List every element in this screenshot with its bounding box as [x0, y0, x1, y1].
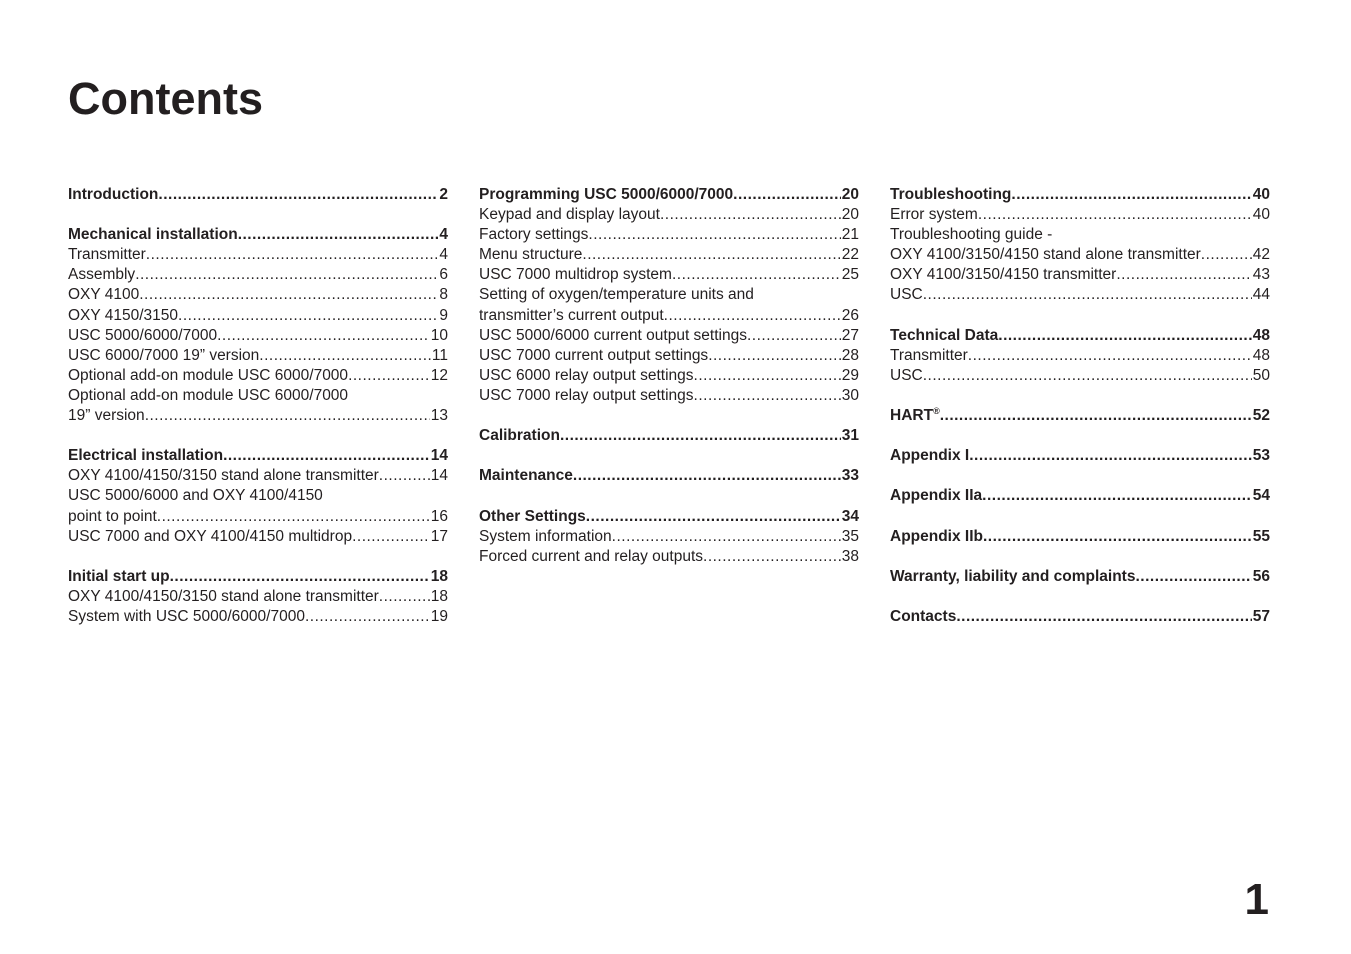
dot-leader	[968, 346, 1252, 366]
toc-entry-label: USC	[890, 366, 923, 384]
toc-entry-label: USC 7000 relay output settings	[479, 386, 694, 404]
toc-entry-label: OXY 4150/3150	[68, 306, 179, 324]
toc-entry	[890, 225, 1270, 245]
toc-entry	[68, 486, 448, 506]
toc-page-number: 56	[1252, 567, 1270, 585]
toc-section-heading[interactable]	[68, 567, 448, 587]
dot-leader	[708, 346, 841, 366]
toc-section-heading[interactable]	[890, 527, 1270, 547]
toc-page-number: 29	[841, 366, 859, 384]
toc-entry[interactable]	[68, 346, 448, 366]
toc-entry-label: Troubleshooting	[890, 186, 1012, 203]
toc-entry-label: point to point	[68, 507, 157, 525]
toc-entry-label: Optional add-on module USC 6000/7000	[68, 366, 349, 384]
dot-leader	[694, 386, 841, 406]
toc-page-number: 35	[841, 527, 859, 545]
toc-page-number: 26	[841, 306, 859, 324]
toc-section-heading[interactable]	[890, 326, 1270, 346]
toc-entry-label: USC 6000 relay output settings	[479, 366, 694, 384]
dot-leader	[612, 527, 841, 547]
toc-entry[interactable]	[68, 306, 448, 326]
dot-leader	[1201, 245, 1252, 265]
dot-leader	[157, 507, 430, 527]
dot-leader	[664, 306, 841, 326]
dot-leader	[146, 245, 439, 265]
toc-entry-label: Assembly	[68, 266, 136, 284]
dot-leader	[923, 285, 1252, 305]
page-title: Contents	[68, 73, 263, 124]
page-number: 1	[1244, 875, 1269, 924]
toc-section-heading[interactable]	[479, 185, 859, 205]
toc-entry[interactable]	[479, 306, 859, 326]
toc-page-number: 11	[431, 346, 448, 364]
toc-entry[interactable]	[68, 527, 448, 547]
toc-page-number: 48	[1252, 346, 1270, 364]
toc-page-number: 18	[430, 587, 448, 605]
toc-entry-label: USC 5000/6000 and OXY 4100/4150	[68, 487, 323, 505]
toc-entry[interactable]	[68, 466, 448, 486]
toc-page-number: 6	[439, 266, 448, 284]
toc-section-heading[interactable]	[890, 486, 1270, 506]
toc-entry-label: transmitter’s current output	[479, 306, 664, 324]
toc-entry-label: USC 5000/6000 current output settings	[479, 326, 747, 344]
toc-entry[interactable]	[890, 346, 1270, 366]
dot-leader	[747, 326, 841, 346]
dot-leader	[217, 326, 430, 346]
toc-entry-label: System with USC 5000/6000/7000	[68, 607, 305, 625]
toc-page-number: 20	[841, 206, 859, 224]
toc-entry-label: Optional add-on module USC 6000/7000	[68, 386, 349, 404]
toc-entry[interactable]	[68, 607, 448, 627]
toc-entry[interactable]	[890, 285, 1270, 305]
toc-section-heading[interactable]	[890, 446, 1270, 466]
toc-page-number: 42	[1252, 246, 1270, 264]
toc-entry-label: Factory settings	[479, 226, 589, 244]
toc-section-heading[interactable]	[890, 567, 1270, 587]
dot-leader	[923, 366, 1252, 386]
toc-entry-label: Calibration	[479, 427, 560, 445]
toc-entry-label: Maintenance	[479, 467, 573, 485]
toc-page-number: 14	[430, 467, 448, 485]
toc-section-heading[interactable]	[890, 406, 1270, 426]
dot-leader	[660, 205, 841, 225]
toc-page-number: 48	[1252, 326, 1270, 344]
toc-page-number: 38	[841, 547, 859, 565]
toc-entry[interactable]	[68, 326, 448, 346]
toc-page-number: 33	[841, 467, 859, 485]
toc-page-number: 43	[1252, 266, 1270, 284]
dot-leader	[1011, 185, 1251, 205]
toc-entry[interactable]	[68, 245, 448, 265]
toc-section-heading[interactable]	[479, 466, 859, 486]
toc-entry-label: Contacts	[890, 607, 957, 625]
toc-column	[479, 185, 859, 567]
toc-page-number: 57	[1252, 607, 1270, 625]
dot-leader	[259, 346, 431, 366]
toc-page-number: 28	[841, 346, 859, 364]
toc-entry-label: Appendix IIa	[890, 487, 983, 505]
toc-entry-label: OXY 4100/3150/4150 transmitter	[890, 266, 1117, 284]
toc-entry-label: Forced current and relay outputs	[479, 547, 704, 565]
toc-entry[interactable]	[479, 346, 859, 366]
toc-section-heading[interactable]	[68, 446, 448, 466]
toc-page-number: 40	[1252, 206, 1270, 224]
dot-leader	[139, 285, 438, 305]
toc-entry[interactable]	[479, 245, 859, 265]
toc-entry[interactable]	[890, 265, 1270, 285]
dot-leader	[694, 366, 841, 386]
toc-entry-label: USC 7000 multidrop system	[479, 266, 672, 284]
toc-entry[interactable]	[479, 527, 859, 547]
toc-page-number: 22	[841, 246, 859, 264]
toc-entry-label: Transmitter	[68, 246, 146, 264]
toc-page-number: 34	[841, 507, 859, 525]
toc-page-number: 50	[1252, 366, 1270, 384]
dot-leader	[305, 607, 430, 627]
toc-entry[interactable]	[479, 326, 859, 346]
toc-entry[interactable]	[68, 366, 448, 386]
toc-entry[interactable]	[890, 245, 1270, 265]
dot-leader	[582, 245, 840, 265]
dot-leader	[1135, 567, 1251, 587]
toc-entry-label: Initial start up	[68, 567, 170, 585]
toc-page-number: 40	[1252, 186, 1270, 203]
toc-entry-label: USC 7000 current output settings	[479, 346, 709, 364]
toc-entry-label: Appendix I	[890, 447, 970, 465]
toc-entry-label: Error system	[890, 206, 978, 224]
dot-leader	[1116, 265, 1251, 285]
toc-page-number: 2	[439, 186, 448, 203]
toc-page-number: 20	[841, 186, 859, 203]
toc-entry-label: Introduction	[68, 186, 159, 203]
dot-leader	[983, 527, 1252, 547]
dot-leader	[238, 225, 439, 245]
dot-leader	[982, 486, 1252, 506]
toc-entry-label: 19” version	[68, 407, 145, 425]
toc-entry-label: HART®	[890, 406, 940, 425]
toc-entry[interactable]	[479, 386, 859, 406]
toc-entry-label: USC 7000 and OXY 4100/4150 multidrop	[68, 527, 353, 545]
toc-page-number: 21	[841, 226, 859, 244]
dot-leader	[998, 326, 1251, 346]
toc-entry-label: Troubleshooting guide -	[890, 226, 1053, 244]
toc-page-number: 31	[841, 427, 859, 445]
dot-leader	[969, 446, 1252, 466]
toc-column	[68, 185, 448, 627]
dot-leader	[348, 366, 430, 386]
toc-entry-label: System information	[479, 527, 612, 545]
toc-page-number: 17	[430, 527, 448, 545]
toc-page-number: 30	[841, 386, 859, 404]
toc-page-number: 10	[430, 326, 448, 344]
toc-page-number: 16	[430, 507, 448, 525]
toc-section-heading[interactable]	[890, 185, 1270, 205]
toc-entry-label: Programming USC 5000/6000/7000	[479, 186, 734, 203]
toc-page-number: 44	[1252, 286, 1270, 304]
toc-page-number: 55	[1252, 527, 1270, 545]
toc-section-heading[interactable]	[68, 225, 448, 245]
toc-entry[interactable]	[68, 285, 448, 305]
toc-entry[interactable]	[890, 205, 1270, 225]
toc-page-number: 13	[430, 407, 448, 425]
toc-page-number: 9	[439, 306, 448, 324]
dot-leader	[940, 406, 1252, 426]
toc-page-number: 18	[430, 567, 448, 585]
toc-page-number: 27	[841, 326, 859, 344]
toc-entry-label: Mechanical installation	[68, 226, 238, 244]
dot-leader	[978, 205, 1252, 225]
toc-entry-label: Keypad and display layout	[479, 206, 660, 224]
toc-entry[interactable]	[479, 366, 859, 386]
toc-entry-label: OXY 4100	[68, 286, 140, 304]
toc-section-heading[interactable]	[479, 426, 859, 446]
toc-entry-label: Menu structure	[479, 246, 583, 264]
toc-section-heading[interactable]	[890, 607, 1270, 627]
toc-entry[interactable]	[890, 366, 1270, 386]
toc-entry[interactable]	[68, 406, 448, 426]
toc-page-number: 4	[439, 226, 448, 244]
toc-page-number: 25	[841, 266, 859, 284]
dot-leader	[170, 567, 430, 587]
toc-entry[interactable]	[68, 507, 448, 527]
toc-entry-label: Appendix IIb	[890, 527, 983, 545]
toc-entry-label: OXY 4100/3150/4150 stand alone transmitter	[890, 246, 1201, 264]
dot-leader	[560, 426, 841, 446]
toc-entry-label: Technical Data	[890, 326, 999, 344]
toc-entry[interactable]	[68, 265, 448, 285]
dot-leader	[178, 306, 438, 326]
toc-entry-label: Warranty, liability and complaints	[890, 567, 1136, 585]
dot-leader	[573, 466, 841, 486]
toc-section-heading[interactable]	[479, 507, 859, 527]
dot-leader	[703, 547, 841, 567]
toc-entry-label: Transmitter	[890, 346, 968, 364]
registered-mark: ®	[933, 406, 940, 417]
toc-page-number: 53	[1252, 447, 1270, 465]
toc-page-number: 4	[439, 246, 448, 264]
toc-entry-label: Setting of oxygen/temperature units and	[479, 286, 754, 304]
toc-page-number: 8	[439, 286, 448, 304]
dot-leader	[158, 185, 438, 205]
dot-leader	[223, 446, 430, 466]
dot-leader	[672, 265, 841, 285]
toc-column	[890, 185, 1270, 627]
toc-page-number: 52	[1252, 407, 1270, 425]
toc-section-heading[interactable]	[68, 185, 448, 205]
dot-leader	[352, 527, 430, 547]
toc-page-number: 12	[430, 366, 448, 384]
toc-entry-label: OXY 4100/4150/3150 stand alone transmitter	[68, 467, 379, 485]
toc-page-number: 19	[430, 607, 448, 625]
toc-entry[interactable]	[479, 547, 859, 567]
dot-leader	[956, 607, 1251, 627]
toc-entry	[68, 386, 448, 406]
dot-leader	[379, 587, 430, 607]
toc-entry[interactable]	[68, 587, 448, 607]
dot-leader	[379, 466, 430, 486]
toc-entry-label: Electrical installation	[68, 447, 224, 465]
toc-entry	[479, 285, 859, 305]
toc-entry[interactable]	[479, 265, 859, 285]
toc-entry-label: Other Settings	[479, 507, 586, 525]
toc-page-number: 14	[430, 447, 448, 465]
toc-entry-label: OXY 4100/4150/3150 stand alone transmitter	[68, 587, 379, 605]
dot-leader	[586, 507, 841, 527]
dot-leader	[145, 406, 430, 426]
toc-entry-label: USC 5000/6000/7000	[68, 326, 218, 344]
toc-entry[interactable]	[479, 205, 859, 225]
dot-leader	[135, 265, 438, 285]
toc-entry-label: USC 6000/7000 19” version	[68, 346, 260, 364]
toc-entry-label: USC	[890, 286, 923, 304]
dot-leader	[588, 225, 840, 245]
toc-entry[interactable]	[479, 225, 859, 245]
dot-leader	[733, 185, 841, 205]
toc-page-number: 54	[1252, 487, 1270, 505]
